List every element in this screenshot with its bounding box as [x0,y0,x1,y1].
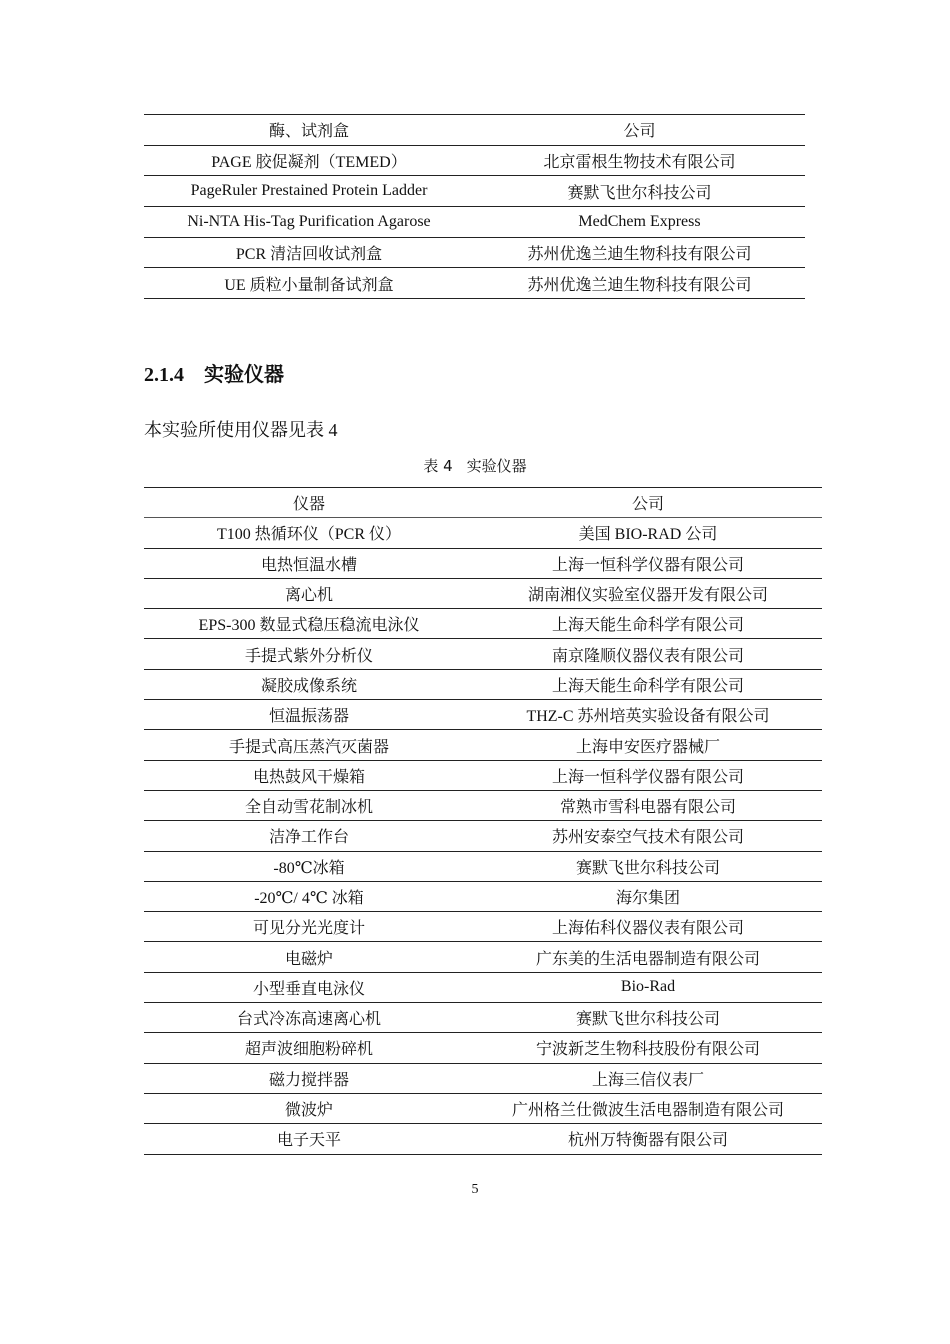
table-cell-item: 手提式高压蒸汽灭菌器 [144,730,474,760]
table-cell-company: 常熟市雪科电器有限公司 [474,790,822,820]
table-cell-item: 离心机 [144,578,474,608]
table-cell-company: 杭州万特衡器有限公司 [474,1124,822,1154]
table-row [144,145,805,176]
table-row [144,821,822,851]
table-row [144,1124,822,1154]
page-number: 5 [471,1182,479,1197]
section-number: 2.1.4 [144,364,184,386]
table-cell-item: Ni-NTA His-Tag Purification Agarose [144,207,474,238]
table-header-row [144,488,822,518]
table-row [144,972,822,1002]
table-cell-company: 上海一恒科学仪器有限公司 [474,548,822,578]
table-cell-item: 凝胶成像系统 [144,669,474,699]
table-row [144,912,822,942]
table-row [144,881,822,911]
table-row [144,639,822,669]
table-cell-company: 公司 [474,488,822,518]
table-cell-company: Bio-Rad [474,972,822,1002]
table-cell-item: 微波炉 [144,1093,474,1123]
table-row [144,518,822,548]
table-row [144,1033,822,1063]
table-row [144,268,805,299]
table-cell-item: 电热恒温水槽 [144,548,474,578]
table-cell-item: -80℃冰箱 [144,851,474,881]
table-row [144,942,822,972]
table-row [144,548,822,578]
table-cell-company: 美国 BIO-RAD 公司 [474,518,822,548]
table-cell-company: 南京隆顺仪器仪表有限公司 [474,639,822,669]
table-cell-company: 湖南湘仪实验室仪器开发有限公司 [474,578,822,608]
table-cell-company: 赛默飞世尔科技公司 [474,851,822,881]
table-cell-item: EPS-300 数显式稳压稳流电泳仪 [144,609,474,639]
table-cell-item: 磁力搅拌器 [144,1063,474,1093]
table-cell-item: PCR 清洁回收试剂盒 [144,237,474,268]
table-cell-item: 台式冷冻高速离心机 [144,1003,474,1033]
table-cell-item: 仪器 [144,488,474,518]
table-cell-company: 北京雷根生物技术有限公司 [474,145,805,176]
table-cell-company: 苏州安泰空气技术有限公司 [474,821,822,851]
table-row [144,1093,822,1123]
table-cell-company: 上海三信仪表厂 [474,1063,822,1093]
table-row [144,237,805,268]
table-cell-item: 洁净工作台 [144,821,474,851]
table-cell-item: 全自动雪花制冰机 [144,790,474,820]
table-row [144,1063,822,1093]
table-row [144,176,805,207]
table-cell-item: 电磁炉 [144,942,474,972]
table-row [144,609,822,639]
table-row [144,669,822,699]
caption-number: 表 4 [423,457,453,475]
reagent-table-body [144,115,805,299]
table-row [144,760,822,790]
table-cell-item: 小型垂直电泳仪 [144,972,474,1002]
table-cell-item: -20℃/ 4℃ 冰箱 [144,881,474,911]
table-cell-company: 广东美的生活电器制造有限公司 [474,942,822,972]
table-cell-company: 广州格兰仕微波生活电器制造有限公司 [474,1093,822,1123]
table-header-row [144,115,805,146]
table-row [144,730,822,760]
section-title: 实验仪器 [204,364,284,386]
caption-title: 实验仪器 [466,457,527,475]
table-cell-company: 宁波新芝生物科技股份有限公司 [474,1033,822,1063]
table-cell-company: THZ-C 苏州培英实验设备有限公司 [474,700,822,730]
table-row [144,790,822,820]
table-cell-company: 苏州优逸兰迪生物科技有限公司 [474,268,805,299]
table-cell-company: 海尔集团 [474,881,822,911]
table-row [144,851,822,881]
table-cell-company: MedChem Express [474,207,805,238]
table-cell-item: T100 热循环仪（PCR 仪） [144,518,474,548]
table-cell-company: 苏州优逸兰迪生物科技有限公司 [474,237,805,268]
table-cell-item: 电热鼓风干燥箱 [144,760,474,790]
section-heading [144,358,284,387]
table-cell-company: 上海天能生命科学有限公司 [474,609,822,639]
table-row [144,207,805,238]
table-cell-item: 电子天平 [144,1124,474,1154]
table-cell-company: 赛默飞世尔科技公司 [474,176,805,207]
table-cell-company: 上海一恒科学仪器有限公司 [474,760,822,790]
table-cell-item: 手提式紫外分析仪 [144,639,474,669]
body-paragraph: 本实验所使用仪器见表 4 [144,420,338,440]
table-cell-item: 酶、试剂盒 [144,115,474,146]
table-cell-company: 上海佑科仪器仪表有限公司 [474,912,822,942]
table-cell-company: 赛默飞世尔科技公司 [474,1003,822,1033]
table-cell-company: 公司 [474,115,805,146]
instrument-table-body [144,488,822,1155]
table-cell-item: PAGE 胶促凝剂（TEMED） [144,145,474,176]
table-cell-item: 恒温振荡器 [144,700,474,730]
table-row [144,578,822,608]
table-caption [0,455,950,476]
table-row [144,700,822,730]
table-row [144,1003,822,1033]
instrument-table [144,487,822,1155]
table-cell-company: 上海申安医疗器械厂 [474,730,822,760]
table-cell-item: 可见分光光度计 [144,912,474,942]
table-cell-item: 超声波细胞粉碎机 [144,1033,474,1063]
reagent-table [144,114,805,299]
table-cell-item: PageRuler Prestained Protein Ladder [144,176,474,207]
table-cell-company: 上海天能生命科学有限公司 [474,669,822,699]
table-cell-item: UE 质粒小量制备试剂盒 [144,268,474,299]
